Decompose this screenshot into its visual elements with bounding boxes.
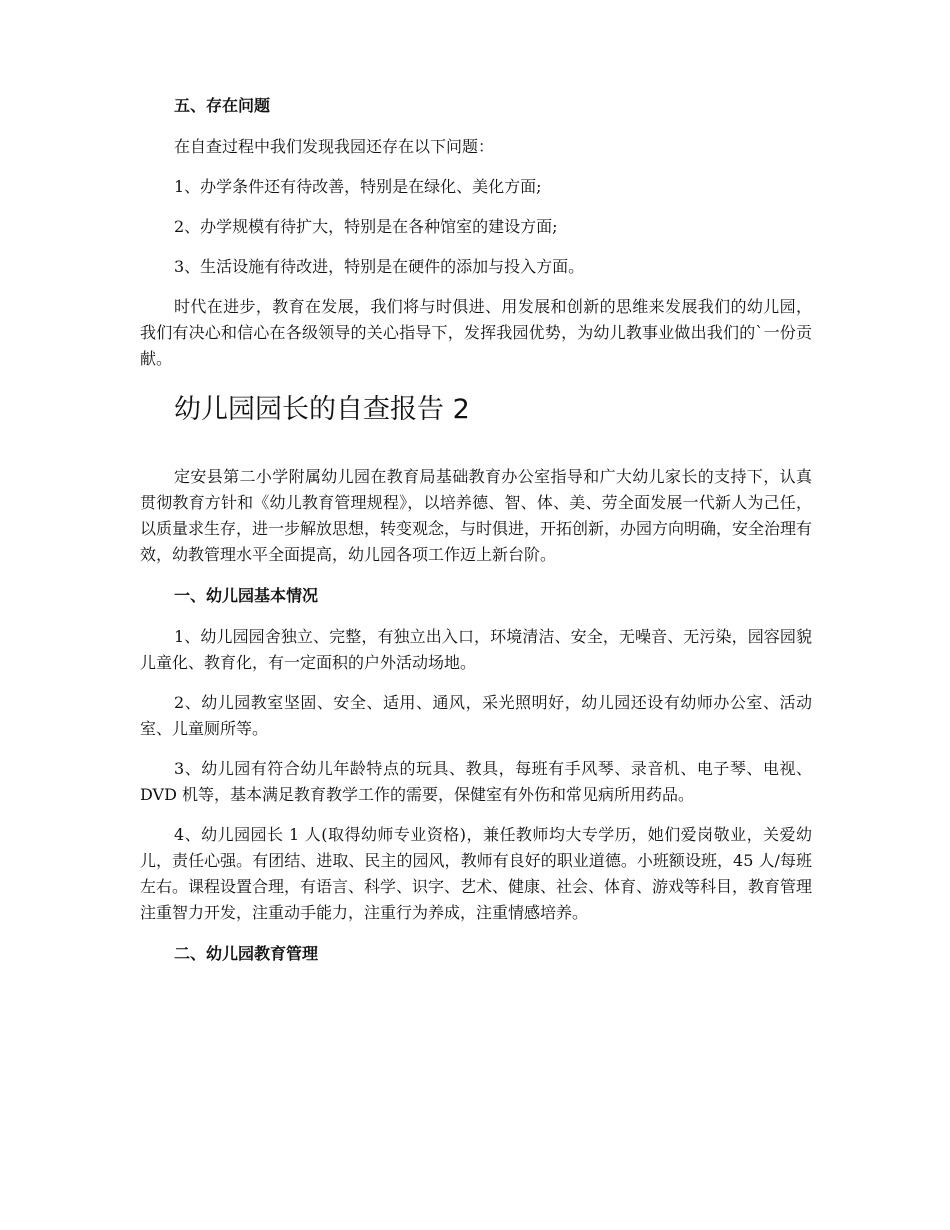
paragraph-basic-3: 3、幼儿园有符合幼儿年龄特点的玩具、教具，每班有手风琴、录音机、电子琴、电视、DVD 机等，基本满足教育教学工作的需要，保健室有外伤和常见病所用药品。 bbox=[140, 759, 812, 804]
section-heading-basic-info: 一、幼儿园基本情况 bbox=[174, 586, 319, 605]
list-item-problem-1: 1、办学条件还有待改善，特别是在绿化、美化方面; bbox=[174, 177, 542, 196]
paragraph-conclusion: 时代在进步，教育在发展，我们将与时俱进、用发展和创新的思维来发展我们的幼儿园，我们有决心和信心在各级领导的关心指导下，发挥我园优势，为幼儿教事业做出我们的`一份贡献。 bbox=[140, 297, 812, 368]
paragraph-problems-intro: 在自查过程中我们发现我园还存在以下问题： bbox=[174, 137, 495, 156]
paragraph-basic-4: 4、幼儿园园长 1 人(取得幼师专业资格)，兼任教师均大专学历，她们爱岗敬业，关爱幼儿，责任心强。有团结、进取、民主的园风，教师有良好的职业道德。小班额设班，45 人/每班左右。课程设置合理，有语言、科学、识字、艺术、健康、社会、体育、游戏等科目，教育管理注重智力开发，注重动手能力，注重行为养成，注重情感培养。 bbox=[140, 825, 813, 922]
section-heading-problems: 五、存在问题 bbox=[174, 96, 271, 115]
report-title: 幼儿园园长的自查报告 2 bbox=[174, 394, 470, 425]
list-item-problem-3: 3、生活设施有待改进，特别是在硬件的添加与投入方面。 bbox=[174, 257, 585, 276]
paragraph-report-intro: 定安县第二小学附属幼儿园在教育局基础教育办公室指导和广大幼儿家长的支持下，认真贯彻教育方针和《幼儿教育管理规程》，以培养德、智、体、美、劳全面发展一代新人为己任，以质量求生存，进一步解放思想，转变观念，与时俱进，开拓创新，办园方向明确，安全治理有效，幼教管理水平全面提高，幼儿园各项工作迈上新台阶。 bbox=[140, 467, 813, 564]
paragraph-basic-2: 2、幼儿园教室坚固、安全、适用、通风，采光照明好，幼儿园还设有幼师办公室、活动室、儿童厕所等。 bbox=[140, 693, 812, 738]
list-item-problem-2: 2、办学规模有待扩大，特别是在各种馆室的建设方面; bbox=[174, 217, 558, 236]
section-heading-education-management: 二、幼儿园教育管理 bbox=[174, 944, 319, 963]
paragraph-basic-1: 1、幼儿园园舍独立、完整，有独立出入口，环境清洁、安全，无噪音、无污染，园容园貌儿童化、教育化，有一定面积的户外活动场地。 bbox=[140, 627, 812, 672]
document-page bbox=[140, 92, 812, 982]
